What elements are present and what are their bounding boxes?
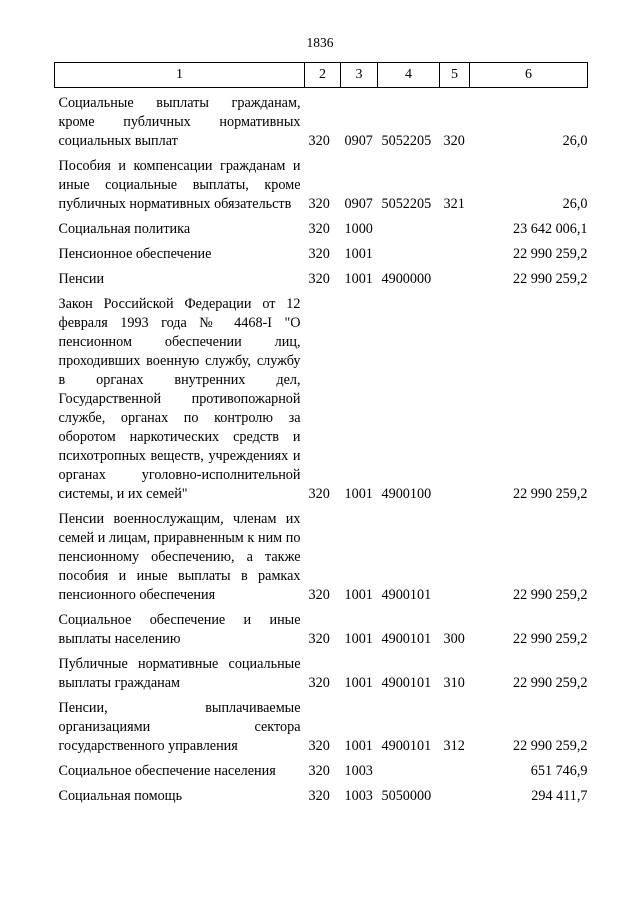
row-amount: 22 990 259,2 (513, 246, 588, 262)
row-code-col4: 5052205 (381, 196, 432, 212)
row-amount: 22 990 259,2 (513, 738, 588, 754)
row-code-col3: 0907 (344, 133, 373, 149)
row-code-col3: 1001 (344, 486, 373, 502)
table-row (55, 655, 588, 693)
row-amount: 22 990 259,2 (513, 587, 588, 603)
table-row (55, 699, 588, 756)
row-name: Социальное обеспечение населения (58, 763, 276, 779)
row-code-col5 (440, 220, 470, 239)
row-amount: 26,0 (562, 196, 588, 212)
row-code-col4 (378, 245, 440, 264)
row-code-col5 (440, 245, 470, 264)
row-code-col4: 5052205 (381, 133, 432, 149)
row-code-col5 (440, 762, 470, 781)
row-code-col2: 320 (308, 675, 330, 691)
row-code-col2: 320 (308, 196, 330, 212)
row-amount: 22 990 259,2 (513, 486, 588, 502)
table-row (55, 762, 588, 781)
row-code-col3: 1000 (344, 221, 373, 237)
row-name: Пенсионное обеспечение (58, 246, 212, 262)
row-code-col5: 320 (443, 133, 465, 149)
row-code-col2: 320 (308, 271, 330, 287)
row-amount: 294 411,7 (531, 788, 588, 804)
table-row (55, 245, 588, 264)
row-code-col5 (440, 295, 470, 504)
row-code-col5 (440, 787, 470, 806)
row-code-col2: 320 (308, 763, 330, 779)
row-code-col5 (440, 510, 470, 605)
table-header (55, 63, 588, 88)
row-code-col4: 4900100 (381, 486, 432, 502)
table-row (55, 270, 588, 289)
row-amount: 26,0 (562, 133, 588, 149)
row-code-col2: 320 (308, 788, 330, 804)
budget-table (54, 62, 588, 806)
row-code-col3: 1001 (344, 675, 373, 691)
table-row (55, 510, 588, 605)
row-code-col4 (378, 220, 440, 239)
table-body (55, 88, 588, 807)
header-col-1: 1 (55, 63, 305, 88)
header-col-3: 3 (341, 63, 378, 88)
row-code-col2: 320 (308, 587, 330, 603)
header-col-2: 2 (305, 63, 341, 88)
row-code-col4: 5050000 (381, 788, 432, 804)
header-col-4: 4 (378, 63, 440, 88)
row-code-col5: 312 (443, 738, 465, 754)
table-row (55, 94, 588, 151)
table-row (55, 295, 588, 504)
row-name: Пенсии (58, 271, 105, 287)
row-code-col2: 320 (308, 486, 330, 502)
row-code-col4: 4900101 (381, 738, 432, 754)
row-amount: 22 990 259,2 (513, 675, 588, 691)
row-name: Социальное обеспечение и иные выплаты населению (58, 612, 301, 647)
row-code-col3: 1001 (344, 738, 373, 754)
row-amount: 651 746,9 (530, 763, 588, 779)
table-row (55, 220, 588, 239)
page-number: 1836 (306, 35, 334, 50)
row-code-col2: 320 (308, 631, 330, 647)
header-col-5: 5 (440, 63, 470, 88)
row-code-col4 (378, 762, 440, 781)
row-name: Социальная политика (58, 221, 191, 237)
row-code-col3: 0907 (344, 196, 373, 212)
row-amount: 22 990 259,2 (513, 271, 588, 287)
row-amount: 23 642 006,1 (513, 221, 588, 237)
table-row (55, 611, 588, 649)
row-name: Публичные нормативные социальные выплаты гражданам (58, 656, 301, 691)
header-row (55, 63, 588, 88)
row-amount: 22 990 259,2 (513, 631, 588, 647)
row-code-col5 (440, 270, 470, 289)
row-code-col2: 320 (308, 221, 330, 237)
row-code-col2: 320 (308, 246, 330, 262)
row-code-col3: 1001 (344, 587, 373, 603)
row-code-col5: 321 (443, 196, 465, 212)
row-code-col3: 1001 (344, 271, 373, 287)
header-col-6: 6 (470, 63, 588, 88)
row-code-col4: 4900101 (381, 631, 432, 647)
row-code-col5: 310 (443, 675, 465, 691)
row-code-col5: 300 (443, 631, 465, 647)
row-code-col4: 4900101 (381, 675, 432, 691)
row-code-col2: 320 (308, 133, 330, 149)
table-row (55, 787, 588, 806)
row-code-col2: 320 (308, 738, 330, 754)
row-name: Пособия и компенсации гражданам и иные социальные выплаты, кроме публичных нормативных обязательств (58, 158, 301, 212)
row-code-col3: 1003 (344, 763, 373, 779)
row-code-col4: 4900000 (381, 271, 432, 287)
row-name: Пенсии, выплачиваемые организациями сектора государственного управления (58, 700, 301, 754)
table-row (55, 157, 588, 214)
row-name: Социальные выплаты гражданам, кроме публичных нормативных социальных выплат (58, 95, 301, 149)
row-code-col3: 1003 (344, 788, 373, 804)
row-name: Социальная помощь (58, 788, 183, 804)
row-code-col4: 4900101 (381, 587, 432, 603)
row-name: Закон Российской Федерации от 12 февраля 1993 года № 4468-I "О пенсионном обеспечении лиц, проходивших военную службу, службу в органах внутренних дел, Государственной противопожарной службе, органах по контролю за оборотом наркотических средств и психотропных веществ, учреждениях и органах уголовно-исполнительной системы, и их семей" (58, 296, 301, 502)
row-code-col3: 1001 (344, 246, 373, 262)
row-name: Пенсии военнослужащим, членам их семей и лицам, приравненным к ним по пенсионному обеспечению, а также пособия и иные выплаты в рамках пенсионного обеспечения (58, 511, 301, 603)
row-code-col3: 1001 (344, 631, 373, 647)
